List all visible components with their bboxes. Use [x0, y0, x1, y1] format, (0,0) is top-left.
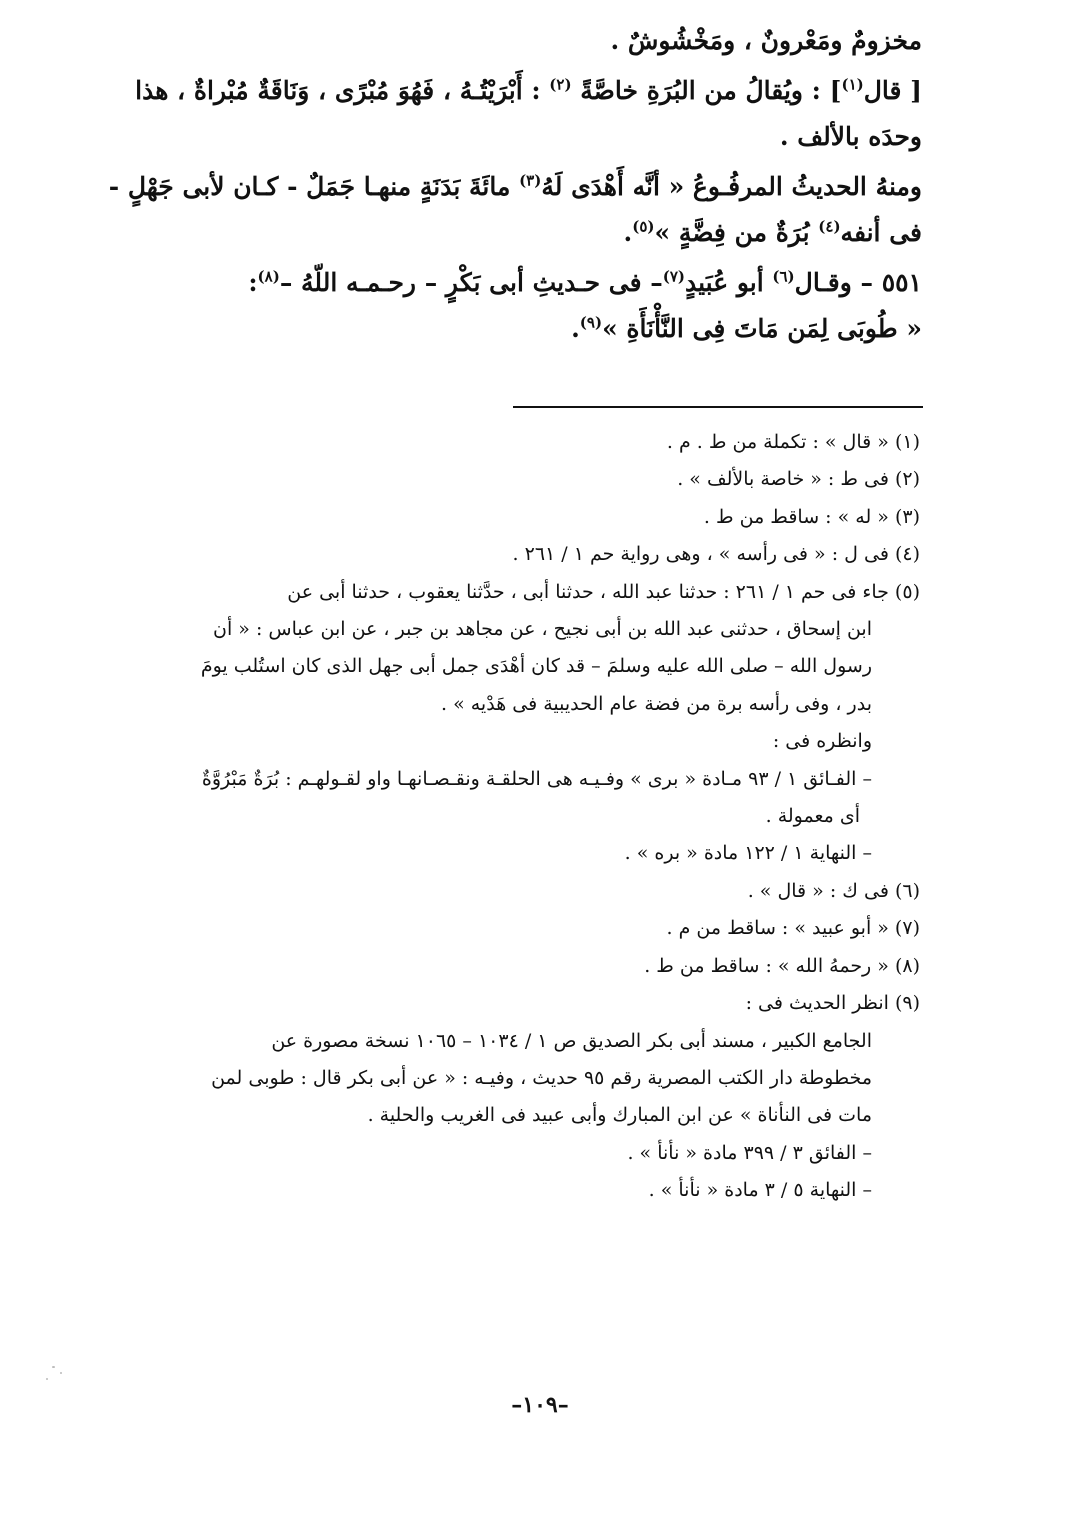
- main-line: مخزومٌ ومَعْرونٌ ، ومَخْشُوشٌ .: [610, 26, 922, 55]
- footnote-line: مخطوطة دار الكتب المصرية رقم ٩٥ حديث ، وفيـه : « عن أبى بكر قال : طوبى لمن: [211, 1066, 872, 1089]
- main-line: ومنهُ الحديثُ المرفُـوعُ « أنَّه أَهْدَى لَهُ$^{(٣)}$ مائَةَ بَدَنَةٍ منهـا جَمَلٌ - كـان لأبى جَهْلٍ -: [108, 171, 922, 201]
- footnote-line: – النهاية ١ / ١٢٢ مادة « بره » .: [624, 842, 872, 865]
- footnote-line: (٤) فى ل : « فى رأسه » ، وهى رواية حم ١ / ٢٦١ .: [512, 543, 920, 566]
- footnote-line: الجامع الكبير ، مسند أبى بكر الصديق ص ١ / ١٠٣٤ – ١٠٦٥ نسخة مصورة عن: [271, 1029, 872, 1052]
- main-line: ٥٥١ – وقـال$^{(٦)}$ أبو عُبَيدٍ$^{(٧)}$– فى حـديثِ أبى بَكْرٍ – رحـمـه اللّهُ –$^{(٨)}$:: [248, 267, 922, 297]
- footnote-line: ابن إسحاق ، حدثنى عبد الله بن أبى نجيح ، عن مجاهد بن جبر ، عن ابن عباس : « أن: [213, 618, 872, 641]
- main-line: فى أنفه$^{(٤)}$ بُرَةٌ من فِضَّةٍ »$^{(٥)}$.: [623, 217, 922, 247]
- footnote-line: (٦) فى ك : « قال » .: [747, 879, 920, 902]
- scan-speck: [52, 1366, 55, 1368]
- footnotes: [150, 424, 920, 1210]
- footnote-line: وانظره فى :: [772, 730, 872, 753]
- footnote-line: – الفـائق ١ / ٩٣ مـادة « برى » وفـيـه هى الحلقـة ونقـصـانهـا واو لقـولهـم : بُرَةٌ مَبْرُوَّةٌ: [201, 767, 872, 790]
- footnote-line: أى معمولة .: [765, 805, 860, 828]
- footnote-line: – النهاية ٥ / ٣ مادة « نأنأ » .: [648, 1179, 872, 1202]
- footnote-line: (٥) جاء فى حم ١ / ٢٦١ : حدثنا عبد الله ، حدثنا أبى ، حدَّثنا يعقوب ، حدثنا أبى عن: [287, 580, 920, 603]
- main-line: « طُوبَى لِمَن مَاتَ فِى النَّأْنَأَةِ »$^{(٩)}$.: [571, 313, 922, 343]
- footnote-line: بدر ، وفى رأسه برة من فضة عام الحديبية فى هَدْيه » .: [441, 692, 872, 715]
- main-line: وحدَه بالألف .: [779, 122, 922, 151]
- scan-speck: [46, 1378, 48, 1380]
- footnote-line: (١) « قال » : تكملة من ط . م .: [666, 431, 920, 453]
- page-number: –١٠٩–: [511, 1392, 569, 1418]
- footnote-line: (٩) انظر الحديث فى :: [745, 992, 920, 1015]
- footnote-line: – الفائق ٣ / ٣٩٩ مادة « نأنأ » .: [627, 1141, 872, 1164]
- footnote-separator: [513, 406, 923, 408]
- main-line: [ قال$^{(١)}$] : ويُقالُ من البُرَةِ خاصَّةً $^{(٢)}$ : أَبْرَيْتُـهُ ، فَهُوَ مُبْرًى ، وَنَاقَةٌ مُبْراةٌ ، هذا: [135, 75, 922, 105]
- scan-speck: [60, 1372, 62, 1374]
- footnote-line: (٨) « رحمهُ الله » : ساقط من ط .: [644, 954, 920, 977]
- footnote-line: (٧) « أبو عبيد » : ساقط من م .: [666, 917, 920, 940]
- footnote-line: رسول الله – صلى الله عليه وسلمَ – قد كان أهْدَى جمل أبى جهل الذى كان استُلب يومَ: [200, 655, 872, 678]
- footnote-line: (٣) « له » : ساقط من ط .: [703, 505, 920, 528]
- main-text: [108, 18, 922, 352]
- footnote-line: (٢) فى ط : « خاصة بالألف » .: [677, 468, 920, 491]
- footnote-line: مات فى النأناة » عن ابن المبارك وأبى عبيد فى الغريب والحلية .: [367, 1104, 872, 1127]
